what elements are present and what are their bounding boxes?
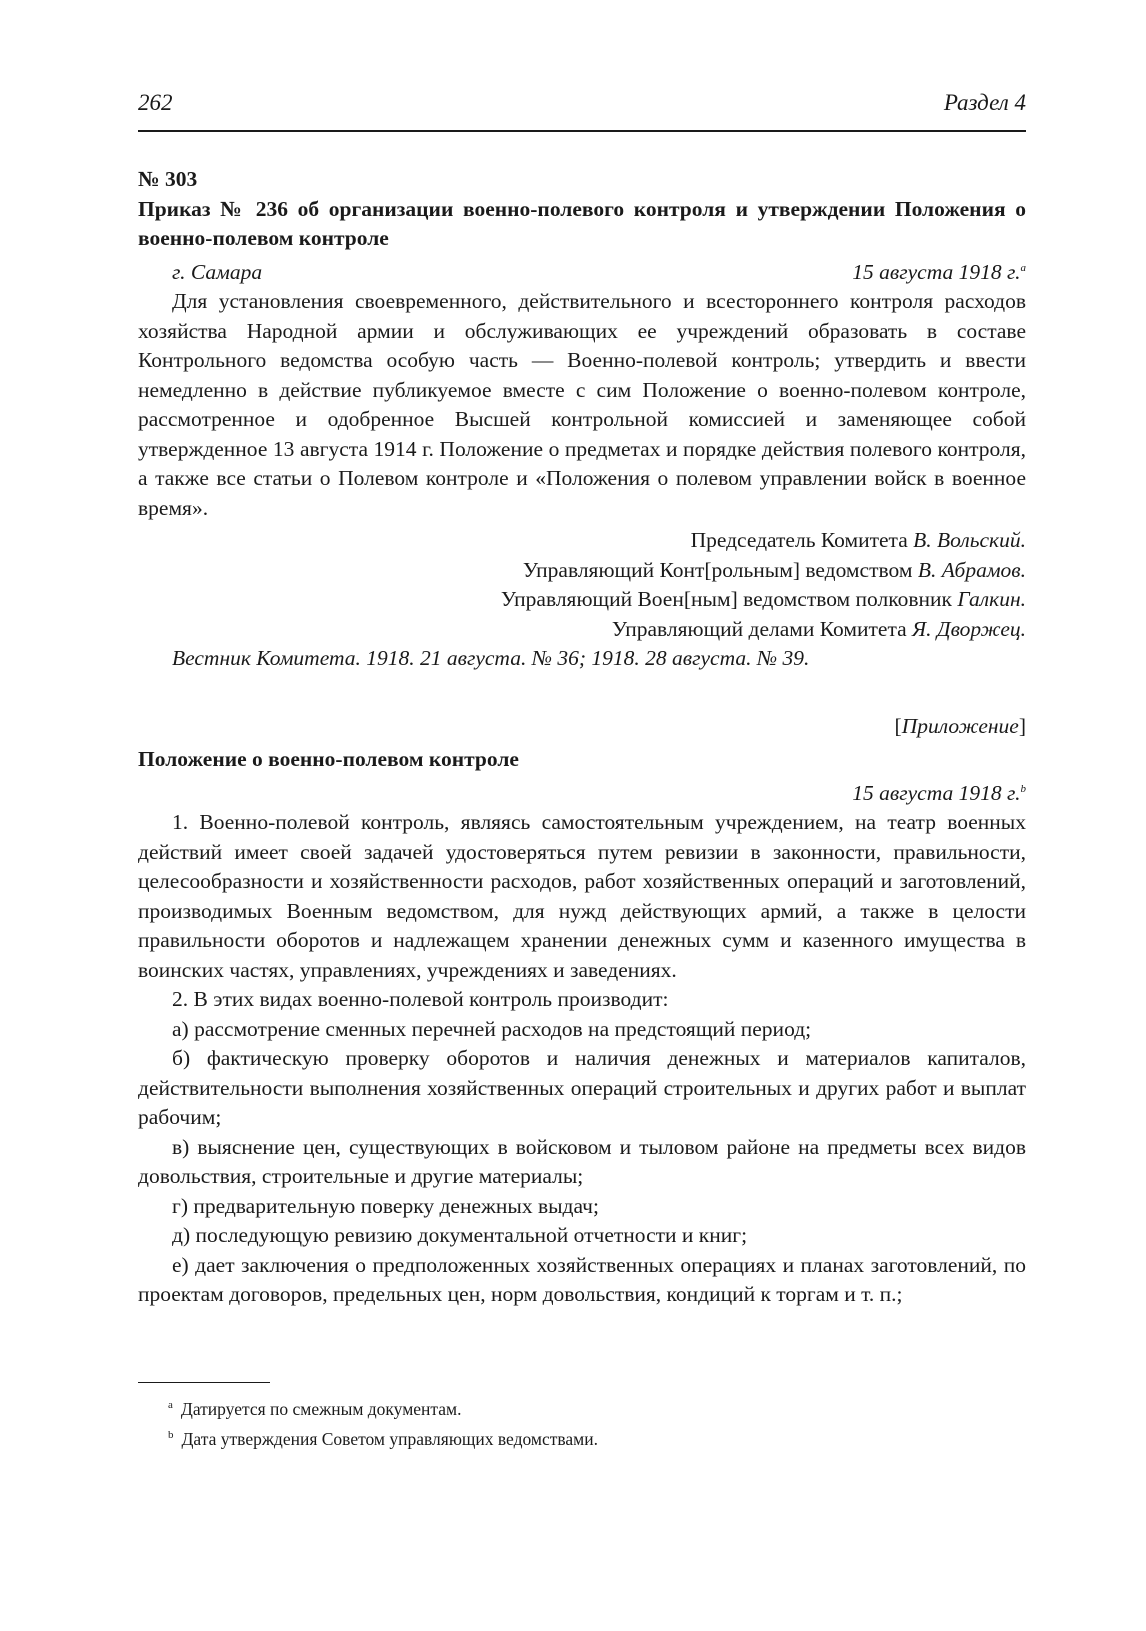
footnote-text: Дата утверждения Советом управляющих ведомствами. [181,1429,598,1449]
signature-position: Управляющий Воен[ным] ведомством полковник [500,587,952,611]
regulation-item: 2. В этих видах военно-полевой контроль производит: [172,987,669,1011]
order-body: Для установления своевременного, действительного и всестороннего контроля расходов хозяйства Народной армии и обслуживающих ее учреждений образовать в составе Контрольного ведомства особую часть — Военно-полевой контроль; утвердить и ввести немедленно в действие публикуемое вместе с сим Положение о военно-полевом контроле, рассмотренное и одобренное Высшей контрольной комиссией и заменяющее собой утвержденное 13 августа 1914 г. Положение о предметах и порядке действия полевого контроля, а также все статьи о Полевом контроле и «Положения о полевом управлении войск в военное время». [138,289,1026,520]
signature-name: Галкин. [957,587,1026,611]
signature-position: Председатель Комитета [690,528,908,552]
signature-position: Управляющий делами Комитета [611,616,907,641]
document-title: Приказ № 236 об организации военно-полевого контроля и утверждении Положения о военно-полевом контроле [138,196,1026,250]
source-citation: Вестник Комитета. 1918. 21 августа. № 36; 1918. 28 августа. № 39. [172,646,810,670]
section-title: Раздел 4 [943,90,1026,115]
footnote [138,1424,1026,1454]
footnotes [138,1394,1026,1454]
running-header [138,88,1026,118]
appendix-date: 15 августа 1918 г. [852,780,1021,805]
regulation-item: в) выяснение цен, существующих в войсковом и тыловом районе на предметы всех видов довольствия, строительные и другие материалы; [138,1134,1026,1188]
appendix-label-text: Приложение [901,713,1019,738]
signature-name: В. Вольский. [913,528,1026,552]
signature-line [138,585,1026,615]
bracket-close: ] [1018,713,1026,738]
document-number: № 303 [138,167,198,191]
regulation-item: а) рассмотрение сменных перечней расходов на предстоящий период; [172,1016,812,1041]
footnote-divider [138,1382,270,1383]
regulation-item: 1. Военно-полевой контроль, являясь самостоятельным учреждением, на театр военных действий имеет своей задачей удостоверяться путем ревизии в законности, правильности, целесообразности и хозяйственности расходов, работ хозяйственных операций и заготовлений, производимых Военным ведомством, для нужд действующих армий, а также в целости правильности оборотов и надлежащем хранении денежных сумм и казенного имущества в воинских частях, управлениях, учреждениях и заведениях. [138,810,1026,982]
place-date-line [138,258,1026,288]
footnote-text: Датируется по смежным документам. [180,1399,462,1419]
signature-line [138,615,1026,645]
document-date: 15 августа 1918 г. [852,259,1021,284]
page-number: 262 [138,90,173,115]
footnote-marker: a [168,1399,173,1412]
appendix-title: Положение о военно-полевом контроле [138,747,519,771]
regulation-item: д) последующую ревизию документальной отчетности и книг; [172,1223,748,1247]
footnote-marker: b [168,1429,174,1442]
signature-position: Управляющий Конт[рольным] ведомством [522,557,913,582]
signature-line [138,526,1026,556]
appendix-label [138,712,1026,742]
appendix-date-line [138,779,1026,809]
header-divider [138,130,1026,132]
bracket-open: [ [894,713,902,738]
footnote-ref-a[interactable]: a [1020,261,1026,274]
footnote [138,1394,1026,1424]
main-content [138,165,1026,1310]
regulation-item: е) дает заключения о предположенных хозяйственных операциях и планах заготовлений, по проектам договоров, предельных цен, норм довольствия, кондиций к торгам и т. п.; [138,1252,1026,1306]
regulation-item: г) предварительную поверку денежных выдач; [172,1193,599,1218]
regulation-item: б) фактическую проверку оборотов и наличия денежных и материалов капиталов, действительности выполнения хозяйственных операций строительных и других работ и выплат рабочим; [138,1046,1026,1129]
document-date-wrap [852,258,1026,288]
signature-block [138,526,1026,644]
signature-name: В. Абрамов. [917,557,1026,582]
signature-name: Я. Дворжец. [912,616,1026,641]
document-place: г. Самара [172,259,263,284]
footnote-ref-b[interactable]: b [1020,782,1026,795]
signature-line [138,556,1026,586]
